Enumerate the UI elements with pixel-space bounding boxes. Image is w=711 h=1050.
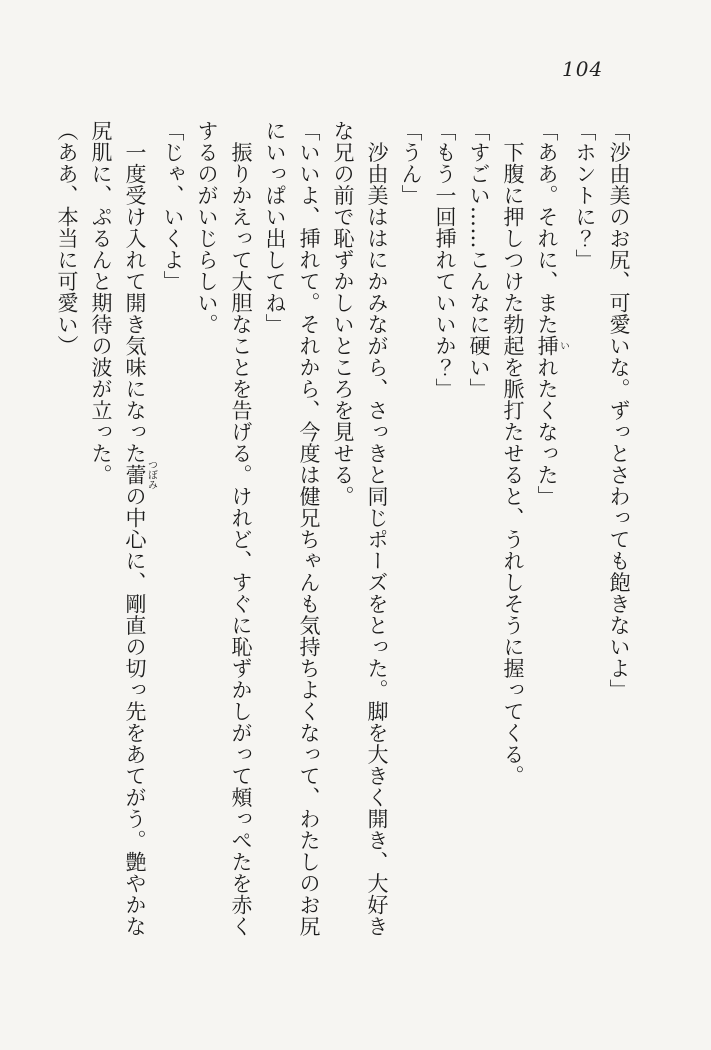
text-run: 下腹に押しつけた勃起を脈打たせると、うれしそうに握ってくる。 [501,120,525,787]
text-run: 沙由美ははにかみながら、さっきと同じポーズをとった。脚を大きく開き、大好きな兄の前で恥ずかしいところを見せる。 [331,120,389,937]
text-run: （ああ、本当に可愛い） [55,120,79,357]
paragraph [602,120,636,944]
text-run: 「いいよ、挿れて。それから、今度は健兄ちゃんも気持ちよくなって、わたしのお尻にいっぱい出してね」 [263,120,321,937]
paragraph [190,120,258,944]
text-run: 「ああ。それに、また [535,120,559,335]
text-run: 「沙由美のお尻、可愛いな。ずっとさわっても飽きないよ」 [607,120,631,701]
text-run: 振りかえって大胆なことを告げる。けれど、すぐに恥ずかしがって頰っぺたを赤くするのがいじらしい。 [195,120,253,937]
ruby-annotated-word: 挿い [535,335,569,357]
text-block [56,120,636,944]
page-number: 104 [562,57,604,81]
text-run: れたくなった」 [535,356,559,507]
furigana: い [557,335,569,357]
paragraph [394,120,428,944]
paragraph [568,120,602,944]
text-run: 「すごい……こんなに硬い」 [467,120,491,400]
paragraph [496,120,530,944]
paragraph [50,120,84,944]
furigana: つぼみ [145,459,157,490]
paragraph [530,120,568,944]
text-run: 「ホントに？」 [573,120,597,271]
text-run: 「もう一回挿れていいか？」 [433,120,457,400]
paragraph [462,120,496,944]
ruby-annotated-word: 蕾つぼみ [123,459,157,490]
text-run: 「うん」 [399,120,423,206]
text-run: の中心に、剛直の切っ先をあてがう。艶やかな尻肌に、ぷるんと期待の波が立った。 [89,120,147,937]
paragraph [156,120,190,944]
paragraph [84,120,156,944]
paragraph [326,120,394,944]
text-run: 一度受け入れて開き気味になった [123,120,147,464]
paragraph [258,120,326,944]
paragraph [428,120,462,944]
text-run: 「じゃ、いくよ」 [161,120,185,292]
